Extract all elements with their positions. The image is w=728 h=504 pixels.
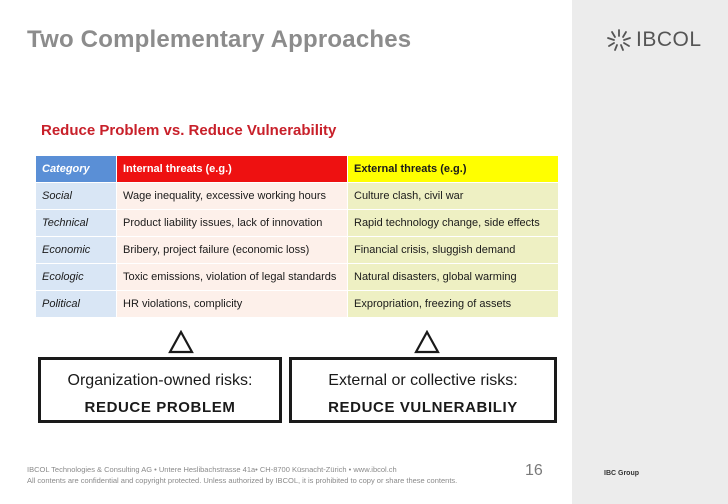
box-heading: Organization-owned risks: (67, 372, 253, 389)
external-collective-risks-box (289, 357, 557, 423)
external-threat-cell: Culture clash, civil war (348, 183, 559, 210)
external-threat-cell: Financial crisis, sluggish demand (348, 237, 559, 264)
footer-copyright: All contents are confidential and copyright protected. Unless authorized by IBCOL, it is prohibited to copy or share these contents. (27, 476, 458, 485)
internal-threat-cell: Toxic emissions, violation of legal standards (117, 264, 348, 291)
external-threat-cell: Rapid technology change, side effects (348, 210, 559, 237)
logo-text: IBCOL (636, 28, 702, 51)
category-cell: Social (36, 183, 117, 210)
table-row (36, 264, 559, 291)
header-external-threats: External threats (e.g.) (348, 156, 559, 183)
risk-table (35, 155, 559, 318)
slide-subtitle: Reduce Problem vs. Reduce Vulnerability (41, 122, 337, 139)
category-cell: Economic (36, 237, 117, 264)
category-cell: Political (36, 291, 117, 318)
table-row (36, 210, 559, 237)
internal-threat-cell: Wage inequality, excessive working hours (117, 183, 348, 210)
internal-threat-cell: HR violations, complicity (117, 291, 348, 318)
table-header-row (36, 156, 559, 183)
footer-legal-text (27, 464, 457, 486)
box-action: REDUCE PROBLEM (84, 399, 236, 416)
header-internal-threats: Internal threats (e.g.) (117, 156, 348, 183)
slide-title: Two Complementary Approaches (27, 26, 412, 53)
external-threat-cell: Expropriation, freezing of assets (348, 291, 559, 318)
internal-threat-cell: Product liability issues, lack of innovation (117, 210, 348, 237)
external-threat-cell: Natural disasters, global warming (348, 264, 559, 291)
table-row (36, 291, 559, 318)
box-action: REDUCE VULNERABILIY (328, 399, 518, 416)
header-category: Category (36, 156, 117, 183)
right-side-panel (572, 0, 728, 504)
delta-triangle-icon (414, 330, 440, 354)
group-label: IBC Group (604, 470, 639, 477)
category-cell: Ecologic (36, 264, 117, 291)
ibcol-logo (606, 22, 702, 58)
table-row (36, 237, 559, 264)
category-cell: Technical (36, 210, 117, 237)
table-row (36, 183, 559, 210)
box-heading: External or collective risks: (328, 372, 518, 389)
ibcol-logo-icon (606, 27, 632, 53)
organization-owned-risks-box (38, 357, 282, 423)
page-number: 16 (525, 462, 543, 479)
delta-triangle-icon (168, 330, 194, 354)
footer-address: IBCOL Technologies & Consulting AG • Untere Heslibachstrasse 41a• CH-8700 Küsnacht-Zürich • www.ibcol.ch (27, 465, 397, 474)
internal-threat-cell: Bribery, project failure (economic loss) (117, 237, 348, 264)
